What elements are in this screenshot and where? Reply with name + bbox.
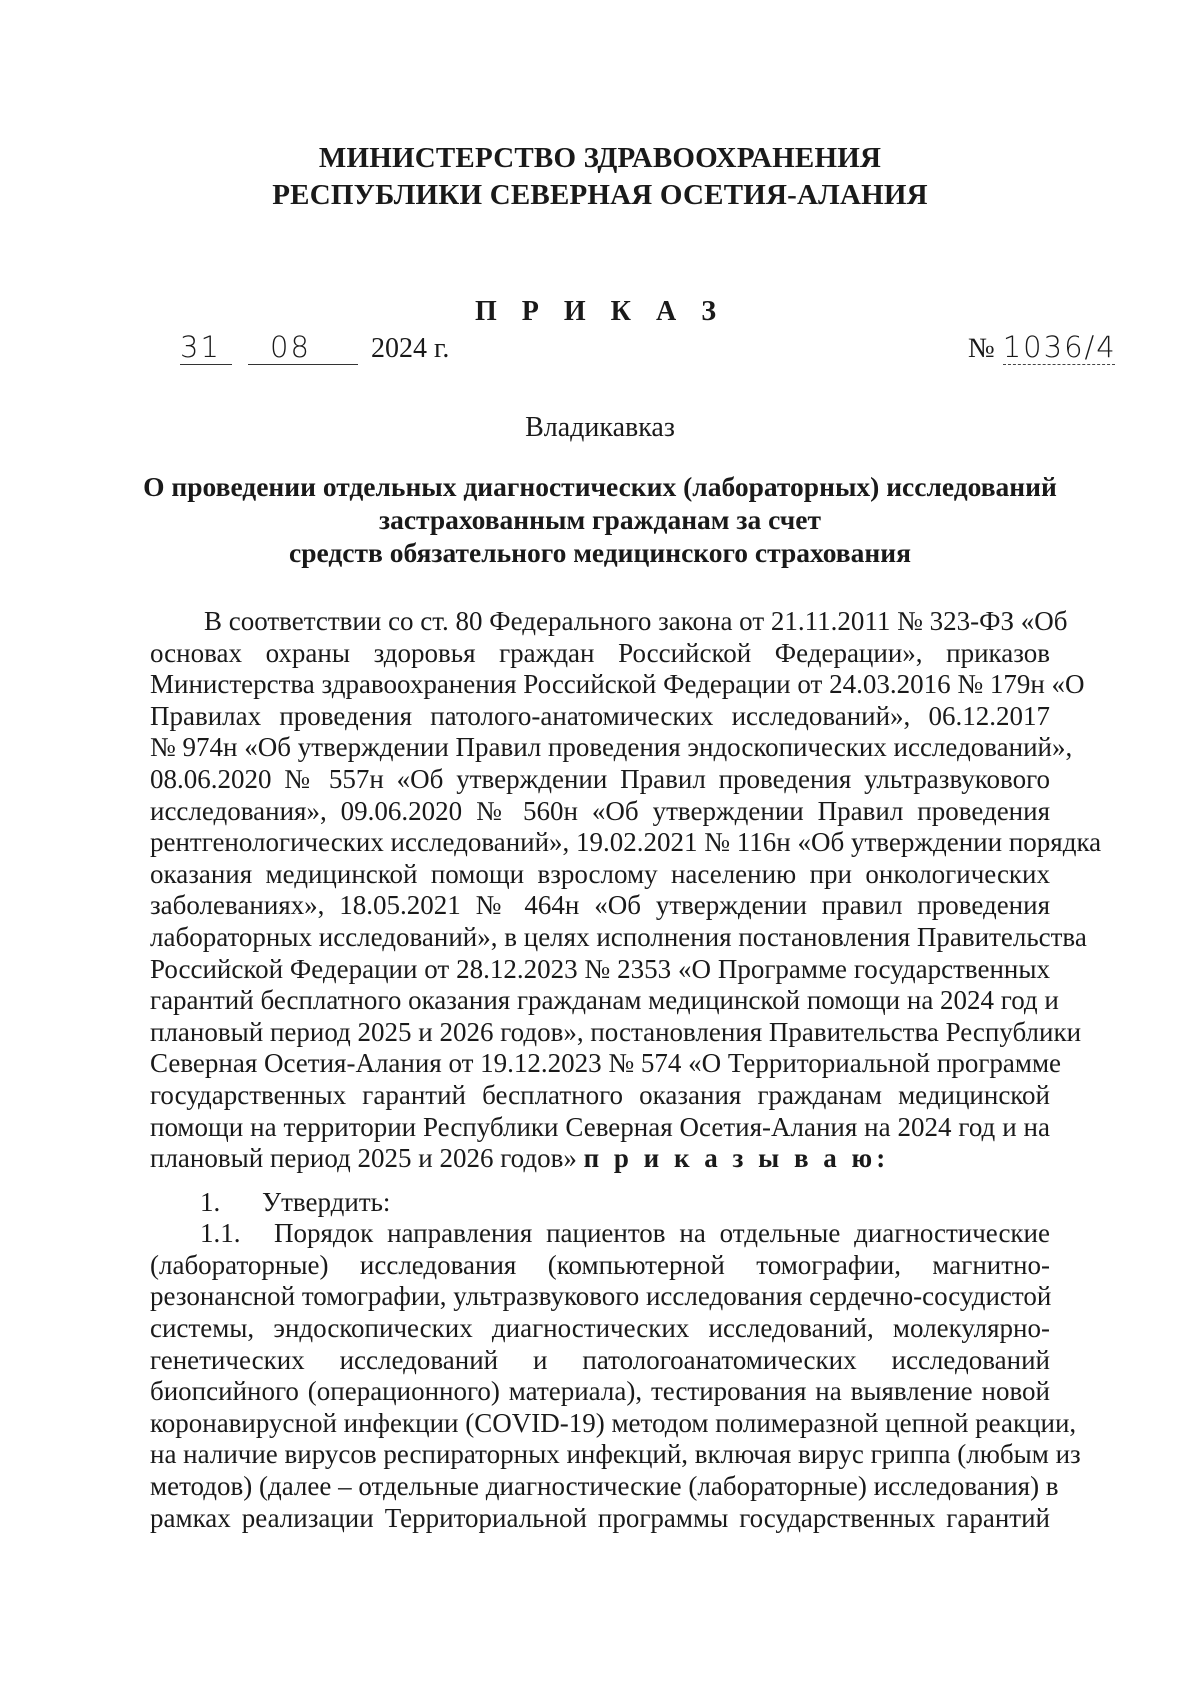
- preamble-line: № 974н «Об утверждении Правил проведения эндоскопических исследований»,: [150, 732, 1073, 763]
- preamble-line: рентгенологических исследований», 19.02.2021 № 116н «Об утверждении порядка: [150, 827, 1102, 858]
- order-date: [180, 330, 449, 365]
- preamble-line: оказания медицинской помощи взрослому населению при онкологических: [150, 858, 1050, 889]
- item-1-1-line: рамках реализации Территориальной программы государственных гарантий: [150, 1502, 1050, 1533]
- item-1-1: [150, 1218, 1081, 1534]
- preamble-line: исследования», 09.06.2020 № 560н «Об утверждении Правил проведения: [150, 795, 1050, 826]
- preamble-line: лабораторных исследований», в целях исполнения постановления Правительства: [150, 921, 1087, 952]
- document-title: [0, 470, 1200, 569]
- handwritten-date-month: 08: [248, 330, 358, 365]
- preamble-line: Правилах проведения патолого-анатомических исследований», 06.12.2017: [150, 700, 1050, 731]
- item-1-1-line: коронавирусной инфекции (COVID-19) методом полимеразной цепной реакции,: [150, 1407, 1077, 1438]
- order-command: п р и к а з ы в а ю:: [583, 1143, 890, 1174]
- item-1-1-line: биопсийного (операционного) материала), тестирования на выявление новой: [150, 1376, 1050, 1407]
- item-1: [150, 1187, 1050, 1219]
- preamble-line: Министерства здравоохранения Российской Федерации от 24.03.2016 № 179н «О: [150, 669, 1085, 700]
- item-1-1-number: 1.1.: [200, 1218, 241, 1249]
- item-1-1-line: системы, эндоскопических диагностических исследований, молекулярно-: [150, 1313, 1050, 1344]
- title-line-3: средств обязательного медицинского страхования: [289, 537, 911, 568]
- order-label: П Р И К А З: [475, 296, 725, 327]
- preamble-line: В соответствии со ст. 80 Федерального закона от 21.11.2011 № 323-ФЗ «Об: [204, 606, 1068, 636]
- item-1-1-first-line: [150, 1218, 1050, 1250]
- preamble-line: государственных гарантий бесплатного оказания гражданам медицинской: [150, 1079, 1050, 1110]
- preamble-last-text: плановый период 2025 и 2026 годов»: [150, 1143, 577, 1174]
- item-1-text: Утвердить:: [262, 1186, 391, 1217]
- preamble-line: гарантий бесплатного оказания гражданам медицинской помощи на 2024 год и: [150, 985, 1059, 1016]
- item-1-1-line: (лабораторные) исследования (компьютерной томографии, магнитно-: [150, 1249, 1050, 1280]
- city: Владикавказ: [525, 412, 675, 443]
- preamble-line: 08.06.2020 № 557н «Об утверждении Правил проведения ультразвукового: [150, 763, 1050, 794]
- item-1-1-first-text: Порядок направления пациентов на отдельные диагностические: [274, 1218, 1050, 1249]
- number-sign: №: [968, 333, 995, 364]
- preamble-line: Северная Осетия-Алания от 19.12.2023 № 574 «О Территориальной программе: [150, 1048, 1062, 1079]
- date-year: 2024 г.: [371, 333, 450, 364]
- preamble-line: помощи на территории Республики Северная Осетия-Алания на 2024 год и на: [150, 1111, 1050, 1142]
- item-1-1-line: резонансной томографии, ультразвукового исследования сердечно-сосудистой: [150, 1281, 1052, 1312]
- ministry-header: [0, 140, 1200, 214]
- preamble-line: заболеваниях», 18.05.2021 № 464н «Об утверждении правил проведения: [150, 890, 1050, 921]
- ministry-line-2: РЕСПУБЛИКИ СЕВЕРНАЯ ОСЕТИЯ-АЛАНИЯ: [272, 179, 928, 211]
- handwritten-order-number: 1036/4: [1002, 330, 1117, 364]
- preamble-last-line: [150, 1143, 1050, 1175]
- item-1-1-line: на наличие вирусов респираторных инфекций, включая вирус гриппа (любым из: [150, 1439, 1081, 1470]
- preamble-line: основах охраны здоровья граждан Российской Федерации», приказов: [150, 637, 1050, 668]
- document-body: [150, 606, 1102, 1534]
- item-1-number: 1.: [200, 1186, 221, 1217]
- item-1-1-line: генетических исследований и патологоанатомических исследований: [150, 1344, 1050, 1375]
- preamble: [150, 606, 1102, 1175]
- ministry-line-1: МИНИСТЕРСТВО ЗДРАВООХРАНЕНИЯ: [318, 142, 882, 174]
- item-1-line: [150, 1187, 1050, 1219]
- title-line-1: О проведении отдельных диагностических (лабораторных) исследований: [143, 471, 1057, 502]
- title-line-2: застрахованным гражданам за счет: [379, 504, 821, 535]
- item-1-1-line: методов) (далее – отдельные диагностические (лабораторные) исследования) в: [150, 1471, 1059, 1502]
- order-number: [968, 330, 1115, 365]
- preamble-line: Российской Федерации от 28.12.2023 № 2353 «О Программе государственных: [150, 953, 1050, 984]
- preamble-line: плановый период 2025 и 2026 годов», постановления Правительства Республики: [150, 1016, 1082, 1047]
- handwritten-date-day: 31: [180, 330, 232, 365]
